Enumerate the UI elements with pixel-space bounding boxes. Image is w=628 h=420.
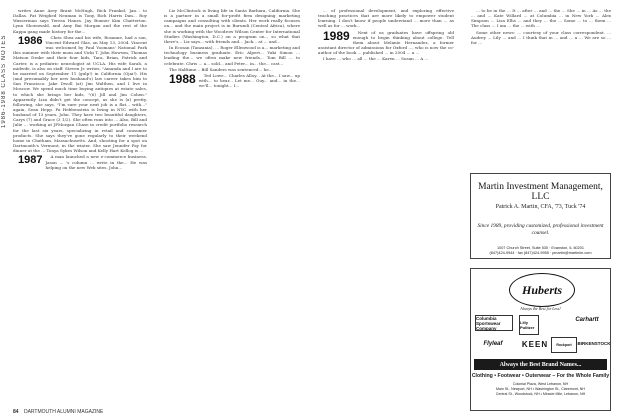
ad-company-name: Martin Investment Management, LLC	[478, 182, 603, 202]
section-1988-text: Ted Lowe... Charles Alloy... At the... I saw... up with... to hear... Let me... Guy... and... in the... we'll... tonight... I...	[198, 72, 300, 89]
section-1987	[13, 154, 147, 169]
clothing-line: Clothing • Footwear • Outerwear – For the Whole Family	[471, 373, 610, 379]
ad-address-line: 1007 Church Street, Suite 530 · Evanston, IL 60201	[496, 246, 585, 250]
huberts-logo	[509, 273, 575, 307]
column-2-paragraph-b: In Ecosan (Tanzania), ... Roger Ellenwood is a... marketing and technology business graduate. Eric Alpert... Yuki Simon ... leading the... we often make new friends... Tom Bill ... to celebrate. Chris ... a... sold... and Peter... in... the... cast...	[164, 45, 300, 66]
column-2	[164, 8, 300, 412]
column-4	[471, 8, 611, 170]
publication-name: DARTMOUTH ALUMNI MAGAZINE	[23, 409, 104, 415]
column-2-paragraph-a: Liz McClintock is living life in Santa Barbara, California. She is a partner in a small for-profit firm designing marketing campaigns and consulting with clients. Her work really focuses on... and the main project is in Burundi (Central Africa), where she is working with the Woodrow Wilson Center for International Studies (Washington, D.C.) on a program on... so what that there's... Liz says... with friends and... Jack... at ... and...	[164, 8, 300, 44]
martin-investment-ad	[470, 173, 611, 259]
rockport-logo: Rockport	[551, 337, 577, 353]
store-locations	[471, 382, 610, 397]
huberts-ad	[470, 268, 611, 411]
column-4-paragraph-b: Some other news: ... courtesy of your class correspondent. ... Audrey ... Lily ... and ... I think that in ... and ... a ... We are so ... for ...	[471, 29, 611, 45]
huberts-slogan: Always the Best for Less!	[520, 306, 561, 311]
year-heading-1988: 1988	[169, 71, 196, 86]
column-4-paragraph-a: ... to be in the ... It ... after ... and ... the ... She ... in ... As ... the ... and ... Kate Willard ... at Columbia ... in New York ... Alex Simpson ... Lisa Ellis ... and they ... the ... Some ... to ... them ... The class ... I am ... the ... with ...	[471, 8, 611, 29]
column-1	[13, 8, 147, 406]
section-1986-text: Chris Shea and his wife, Rosanne, had a son, Vincent Edward Glas, on May 13, 2004. Vincent was welcomed by Paul Yoomans' National Park this summer with their mom and Vicki T. John Howson, Thomas Matson Drake and their four kids, Tara, Brian, Patrick and Carter, is a pediatric neurologist at UCLA. His wife Sarah, a midwife, is also on staff. Steven Jr. writes, "Amanda and I are to be married on September 11 (gulp!) in California (Ojai!). His (and presumably her new husband's) law career takes him to San Francisco. Jake Dwoll (at) Jim Walthen, and I live in Moscow. We spend much time buying antiques at estate sales, to which she brings her kids, "(6) Jill and Jim Cohen." Apparently Liza didn't get the concept, as she is (a) pretty, following, she says, "I'm sure your next job is a flat... with..." again, Sean Hepp. Fa Hebbenstein is living in NYC with her husband of 13 years, John. They have two beautiful daughters, Carys (7) and Grace (3 1/2). She often runs into ... Also, Bill and Julie ... working at JPMorgan Chase in credit portfolio research for the last six years, specializing in retail and consumer products. She says they've gone regularly to their weekend home in Chatham, Massachusetts. And, shooting for a spot on Dartmouth's Vermont, in the winter. She saw Jennifer Fay for dinner at the ... Tonya Sykes Wilson and Kelly Hart Kellog is ...	[13, 34, 147, 154]
lilly-pulitzer-logo: Lilly Pulitzer	[519, 315, 539, 335]
carhartt-logo: Carhartt	[575, 316, 599, 323]
year-heading-1989: 1989	[323, 28, 350, 43]
store-location: Main St., Newport, NH • Washington St., Claremont, NH	[495, 387, 585, 391]
ad-tagline: Since 1989, providing customized, professional investment counsel.	[477, 223, 604, 236]
section-1989	[318, 30, 454, 56]
section-1987-text: A man launched a new e-commerce business. Jason ... 's column ... write in the... He was helping on the new Web sites. John...	[45, 154, 147, 170]
store-location: Colonial Plaza, West Lebanon, NH	[512, 382, 569, 386]
huberts-logo-text: Huberts	[521, 282, 562, 297]
year-heading-1986: 1986	[18, 34, 43, 47]
year-heading-1987: 1987	[18, 154, 43, 167]
column-2-paragraph-c: The Halftime... Bill Sanders was sentenced... he...	[169, 66, 273, 72]
page-footer	[13, 409, 103, 415]
column-3	[318, 8, 454, 412]
sidebar-label: 1986-1988 CLASS NOTES	[1, 34, 7, 128]
section-1986	[13, 35, 147, 154]
column-1-paragraph: writes Anne Arey Brant McHugh, Rick Frankel, Jan... to Dallas. Pat Weighed Neuman is Tony, Rich Harris Dan... Roy Wasserman says Teresa Hanes. Jay Bonner Kim Chatterton. Lynn Shoenwald, and Amy Bai Morgan and the rest of the Kappa gang made history for the...	[13, 8, 147, 34]
column-3-paragraph-a: ... of professional development, and exploring effective teaching practices that are more likely to empower student learning. I don't know if people understand ... more than ... as well as for ... work...	[318, 8, 454, 29]
brand-names-banner: Always the Best Brand Names...	[474, 359, 607, 370]
store-location: Central St., Woodstock, NH • Miracle Mile, Lebanon, NH	[495, 392, 586, 396]
brand-logos	[475, 313, 611, 355]
birkenstock-logo: BIRKENSTOCK	[577, 340, 611, 346]
keen-logo: KEEN	[521, 339, 549, 349]
sidebar	[0, 0, 11, 420]
ad-phone-line: (847)424-9944 · fax (847)424-9955 · pmartin@martinim.com	[489, 251, 592, 255]
ad-person: Patrick A. Martin, CFA, '73, Tuck '74	[495, 204, 586, 210]
columbia-logo: Columbia Sportswear Company	[475, 315, 513, 331]
page-number: 84	[13, 409, 19, 415]
column-3-paragraph-b: I have ... who ... all ... the ... Karen ... Susan ... A ...	[323, 56, 429, 62]
flyleaf-logo: Flyleaf	[483, 341, 503, 347]
ad-address	[471, 246, 610, 256]
section-1989-text: Next of us graduates have offspring old enough to begin thinking about college. Tell them about Melanie Hernandez, a former assistant director of admissions for Oxford ..., who is now the co-author of the book ... published ... in 2004 ... a ...	[318, 29, 454, 56]
section-1988	[164, 73, 300, 88]
